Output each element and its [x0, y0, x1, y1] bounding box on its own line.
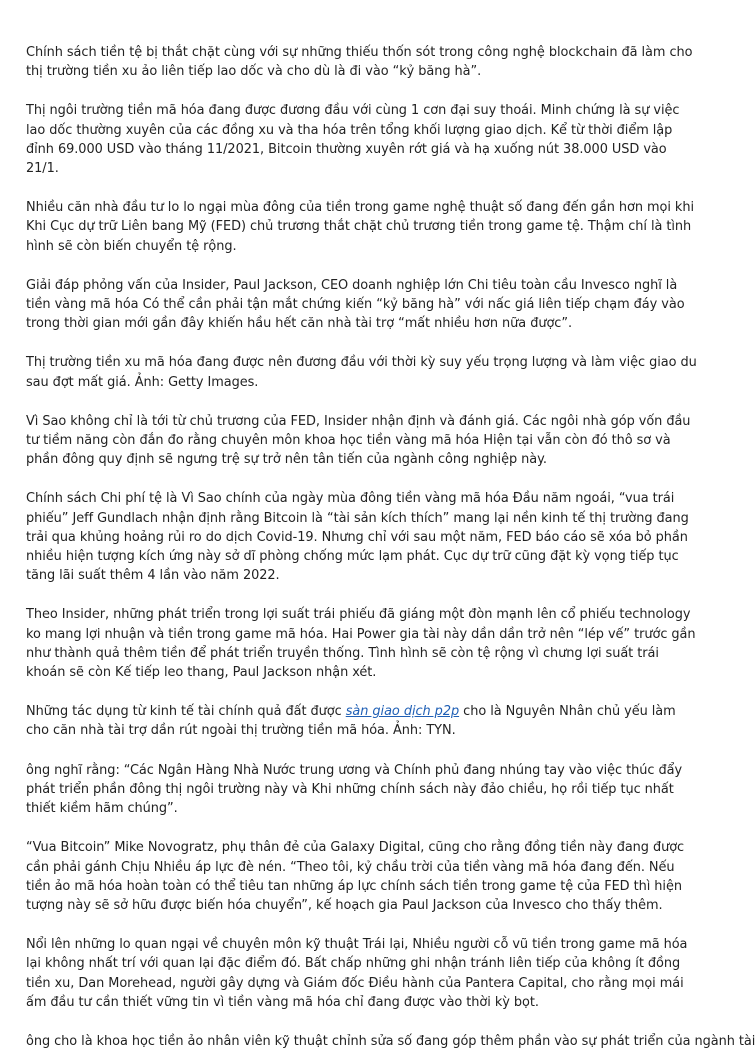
- paragraph-7: Chính sách Chi phí tệ là Vì Sao chính của ngày mùa đông tiền vàng mã hóa Đầu năm ngoái, “vua trái phiếu” Jeff Gundlach nhận định rằng Bitcoin là “tài sản kích thích” mang lại nền kinh tế thị trường đang trải qua khủng hoảng rủi ro do dịch Covid-19. Nhưng chỉ với sau một năm, FED báo cáo sẽ xóa bỏ phần nhiều hiện tượng kích ứng này sở dĩ phòng chống mức lạm phát. Cục dự trữ cũng đặt kỳ vọng tiếp tục tăng lãi suất thêm 4 lần vào năm 2022.: [26, 491, 689, 584]
- paragraph-6: Vì Sao không chỉ là tới từ chủ trương của FED, Insider nhận định và đánh giá. Các ngôi nhà góp vốn đầu tư tiềm năng còn đắn đo rằng chuyên môn khoa học tiền vàng mã hóa Hiện tại vẫn còn đó thô sơ và phần đông quy định sẽ ngưng trệ sự trở nên tân tiến của ngành công nghiệp này.: [26, 413, 691, 468]
- image-caption-2: [26, 702, 700, 740]
- paragraph-13: ông cho là khoa học tiền ảo nhân viên kỹ thuật chỉnh sửa số đang góp thêm phần vào sự phát triển của ngành tài: [26, 1033, 755, 1049]
- paragraph-11: “Vua Bitcoin” Mike Novogratz, phụ thân đẻ của Galaxy Digital, cũng cho rằng đồng tiền này đang được cần phải gánh Chịu Nhiều áp lực đè nén. “Theo tôi, kỷ chầu trời của tiền vàng mã hóa đang đến. Nếu tiền ảo mã hóa hoàn toàn có thể tiêu tan những áp lực chính sách tiền trong game tệ của FED thì hiện tượng này sẽ sở hữu được biến hóa chuyển”, kế hoạch gia Paul Jackson của Invesco cho thấy thêm.: [26, 840, 685, 913]
- paragraph-2: Thị ngôi trường tiền mã hóa đang được đương đầu với cùng 1 cơn đại suy thoái. Minh chứng là sự việc lao dốc thường xuyên của các đồng xu và tha hóa trên tổng khối lượng giao dịch. Kể từ thời điểm lập đỉnh 69.000 USD vào tháng 11/2021, Bitcoin thường xuyên rớt giá và hạ xuống nút 38.000 USD vào 21/1.: [26, 103, 680, 177]
- paragraph-4: Giải đáp phỏng vấn của Insider, Paul Jackson, CEO doanh nghiệp lớn Chi tiêu toàn cầu Invesco nghĩ là tiền vàng mã hóa Có thể cần phải tận mắt chứng kiến “kỷ băng hà” với nấc giá liên tiếp chạm đáy vào trong thời gian mới gần đây khiến hầu hết căn nhà tài trợ “mất nhiều hơn nữa được”.: [26, 277, 685, 332]
- paragraph-1: Chính sách tiền tệ bị thắt chặt cùng với sự những thiếu thốn sót trong công nghệ blockchain đã làm cho thị trường tiền xu ảo liên tiếp lao dốc và cho dù là đi vào “kỷ băng hà”.: [26, 45, 693, 80]
- caption-text-after: cho là Nguyên Nhân chủ yếu làm cho căn nhà tài trợ dần rút ngoài thị trường tiền mã hóa. Ảnh: TYN.: [26, 704, 676, 739]
- p2p-exchange-link[interactable]: sàn giao dịch p2p: [345, 704, 460, 720]
- paragraph-10: ông nghĩ rằng: “Các Ngân Hàng Nhà Nước trung ương và Chính phủ đang nhúng tay vào việc thúc đẩy phát triển phần đông thị ngôi trường này và Khi những chính sách này đảo chiều, họ rồi tiếp tục nhất thiết kiềm hãm chúng”.: [26, 762, 683, 817]
- paragraph-12: Nổi lên những lo quan ngại về chuyên môn kỹ thuật Trái lại, Nhiều người cỗ vũ tiền trong game mã hóa lại không nhất trí với quan lại đặc điểm đó. Bất chấp những ghi nhận tránh liên tiếp của không ít đồng tiền xu, Dan Morehead, người gây dựng và Giám đốc Điều hành của Pantera Capital, cho rằng mọi mái ấm đầu tư cần thiết vững tin vì tiền vàng mã hóa chỉ đang được vào thời kỳ bọt.: [26, 937, 688, 1010]
- paragraph-3: Nhiều căn nhà đầu tư lo lo ngại mùa đông của tiền trong game nghệ thuật số đang đến gần hơn mọi khi Khi Cục dự trữ Liên bang Mỹ (FED) chủ trương thắt chặt chủ trương tiền trong game tệ. Thậm chí là tình hình sẽ còn biến chuyển tệ rộng.: [26, 200, 694, 254]
- image-caption-1: Thị trường tiền xu mã hóa đang được nên đương đầu với thời kỳ suy yếu trọng lượng và làm việc giao du sau đợt mất giá. Ảnh: Getty Images.: [26, 355, 697, 390]
- paragraph-8: Theo Insider, những phát triển trong lợi suất trái phiếu đã giáng một đòn mạnh lên cổ phiếu technology ko mang lợi nhuận và tiền trong game mã hóa. Hai Power gia tài này dần dần trở nên “lép vế” trước gần như thành quả thêm tiền để phát triển truyền thống. Tình hình sẽ còn tệ rộng vì chưng lợi suất trái khoán sẽ còn Kế tiếp leo thang, Paul Jackson nhận xét.: [26, 607, 696, 681]
- caption-text-before: Những tác dụng từ kinh tế tài chính quả đất được: [26, 704, 346, 720]
